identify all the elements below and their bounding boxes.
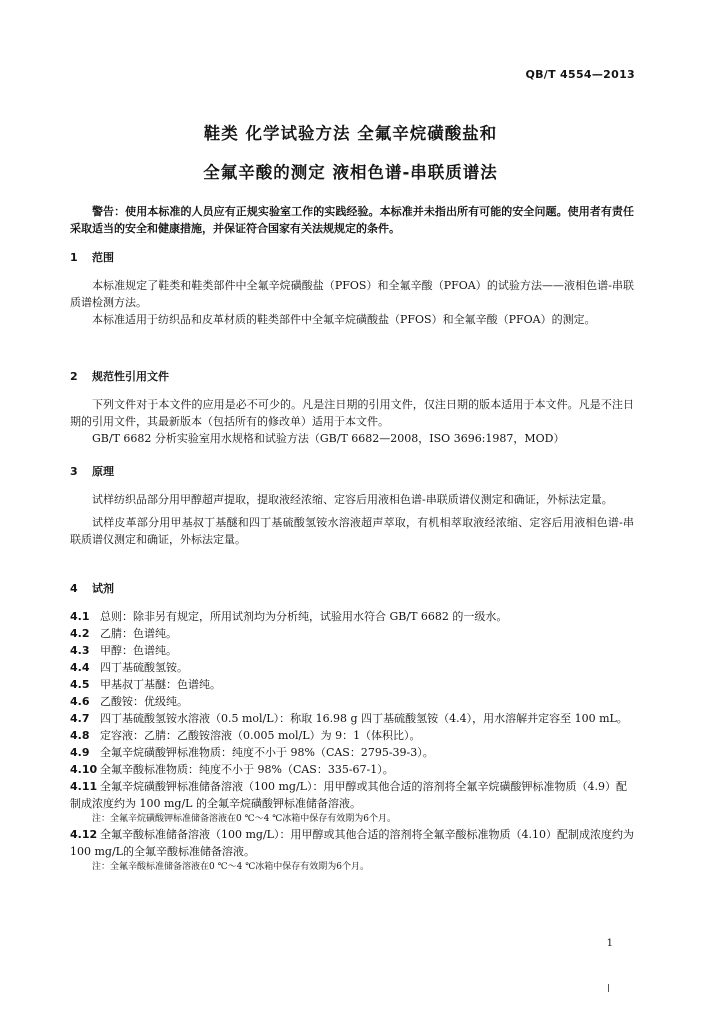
- item-number: 4.9: [70, 746, 90, 759]
- item-number: 4.5: [70, 678, 90, 691]
- reagent-item: [70, 659, 634, 676]
- item-number: 4.4: [70, 661, 90, 674]
- warning-text: 警告：使用本标准的人员应有正规实验室工作的实践经验。本标准并未指出所有可能的安全问题。使用者有责任采取适当的安全和健康措施，并保证符合国家有关法规规定的条件。: [70, 205, 634, 235]
- reagent-item: [70, 608, 634, 625]
- item-text: 四丁基硫酸氢铵水溶液（0.5 mol/L）：称取 16.98 g 四丁基硫酸氢铵（4.4），用水溶解并定容至 100 mL。: [100, 712, 628, 725]
- item-text: 甲基叔丁基醚：色谱纯。: [100, 678, 221, 691]
- section-title: 原理: [92, 465, 114, 478]
- item-number: 4.6: [70, 695, 90, 708]
- paragraph: 下列文件对于本文件的应用是必不可少的。凡是注日期的引用文件，仅注日期的版本适用于本文件。凡是不注日期的引用文件，其最新版本（包括所有的修改单）适用于本文件。: [70, 398, 634, 428]
- note: 注：全氟辛酸标准储备溶液在0 ℃～4 ℃冰箱中保存有效期为6个月。: [92, 862, 370, 872]
- item-text: 四丁基硫酸氢铵。: [100, 661, 188, 674]
- section-title: 规范性引用文件: [92, 370, 169, 383]
- paragraph: 试样皮革部分用甲基叔丁基醚和四丁基硫酸氢铵水溶液超声萃取，有机相萃取液经浓缩、定容后用液相色谱-串联质谱仪测定和确证，外标法定量。: [70, 516, 634, 546]
- scan-mark: [608, 984, 609, 992]
- section-scope: [70, 249, 634, 328]
- document-title-line-2: 全氟辛酸的测定 液相色谱-串联质谱法: [203, 163, 498, 182]
- paragraph: 试样纺织品部分用甲醇超声提取，提取液经浓缩、定容后用液相色谱-串联质谱仪测定和确证，外标法定量。: [92, 493, 613, 506]
- item-number: 4.3: [70, 644, 90, 657]
- section-number: 4: [70, 582, 78, 595]
- item-number: 4.1: [70, 610, 90, 623]
- section-heading: [70, 249, 634, 266]
- reagent-item: [70, 761, 634, 778]
- note: 注：全氟辛烷磺酸钾标准储备溶液在0 ℃～4 ℃冰箱中保存有效期为6个月。: [92, 814, 397, 824]
- item-number: 4.10: [70, 763, 98, 776]
- section-number: 2: [70, 370, 78, 383]
- item-number: 4.11: [70, 780, 98, 793]
- section-number: 1: [70, 251, 78, 264]
- item-text: 全氟辛烷磺酸钾标准物质：纯度不小于 98%（CAS：2795-39-3）。: [100, 746, 434, 759]
- section-number: 3: [70, 465, 78, 478]
- section-heading: [70, 580, 634, 597]
- item-number: 4.8: [70, 729, 90, 742]
- item-text: 全氟辛酸标准物质：纯度不小于 98%（CAS：335-67-1）。: [100, 763, 394, 776]
- page-number: 1: [606, 938, 613, 949]
- item-text: 全氟辛酸标准储备溶液（100 mg/L）：用甲醇或其他合适的溶剂将全氟辛酸标准物质（4.10）配制成浓度约为100 mg/L的全氟辛酸标准储备溶液。: [70, 828, 634, 858]
- item-text: 全氟辛烷磺酸钾标准储备溶液（100 mg/L）：用甲醇或其他合适的溶剂将全氟辛烷磺酸钾标准物质（4.9）配制成浓度约为 100 mg/L 的全氟辛烷磺酸钾标准储备溶液。: [70, 780, 627, 810]
- reagent-item: [70, 778, 634, 812]
- reference-entry: GB/T 6682 分析实验室用水规格和试验方法（GB/T 6682—2008，ISO 3696:1987，MOD）: [92, 432, 565, 445]
- item-number: 4.2: [70, 627, 90, 640]
- standard-code: QB/T 4554—2013: [525, 68, 635, 81]
- section-reagents: [70, 580, 634, 874]
- document-title-line-1: 鞋类 化学试验方法 全氟辛烷磺酸盐和: [203, 124, 498, 143]
- reagent-item: [70, 710, 634, 727]
- item-number: 4.7: [70, 712, 90, 725]
- item-text: 总则：除非另有规定，所用试剂均为分析纯，试验用水符合 GB/T 6682 的一级水。: [100, 610, 508, 623]
- reagent-item: [70, 744, 634, 761]
- item-number: 4.12: [70, 828, 98, 841]
- section-title: 试剂: [92, 582, 114, 595]
- item-text: 乙酸铵：优级纯。: [100, 695, 188, 708]
- section-heading: [70, 463, 634, 480]
- reagent-item: [70, 727, 634, 744]
- reagent-item: [70, 642, 634, 659]
- item-text: 乙腈：色谱纯。: [100, 627, 177, 640]
- reagent-item: [70, 826, 634, 860]
- item-text: 定容液：乙腈：乙酸铵溶液（0.005 mol/L）为 9：1（体积比）。: [100, 729, 421, 742]
- reagent-item: [70, 676, 634, 693]
- warning-block: [70, 203, 634, 237]
- section-heading: [70, 368, 634, 385]
- item-text: 甲醇：色谱纯。: [100, 644, 177, 657]
- paragraph: 本标准适用于纺织品和皮革材质的鞋类部件中全氟辛烷磺酸盐（PFOS）和全氟辛酸（PFOA）的测定。: [92, 313, 596, 326]
- section-principle: [70, 463, 634, 548]
- reagent-item: [70, 693, 634, 710]
- reagent-item: [70, 625, 634, 642]
- section-normative-references: [70, 368, 634, 447]
- section-title: 范围: [92, 251, 114, 264]
- paragraph: 本标准规定了鞋类和鞋类部件中全氟辛烷磺酸盐（PFOS）和全氟辛酸（PFOA）的试验方法——液相色谱-串联质谱检测方法。: [70, 279, 634, 309]
